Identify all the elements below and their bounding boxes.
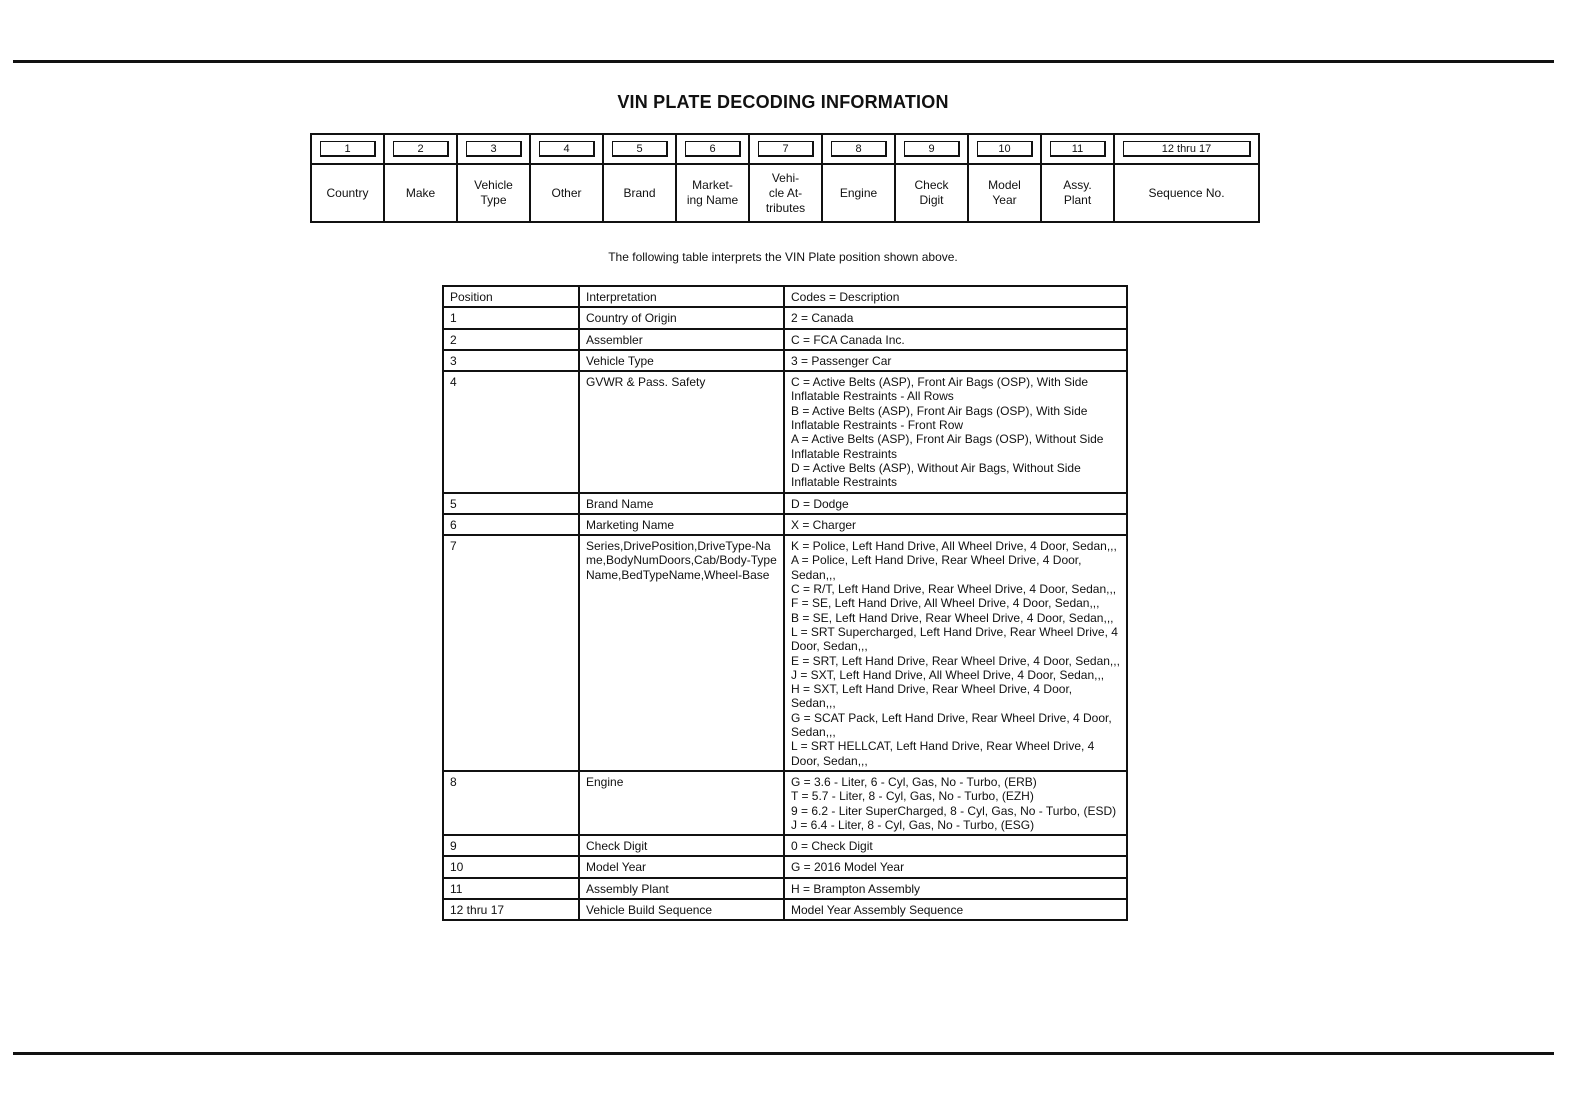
code-description: H = SXT, Left Hand Drive, Rear Wheel Drive, 4 Door, Sedan,,, [791,682,1073,711]
row-position: 10 [443,856,579,877]
vin-position-label-line: Other [551,185,582,200]
code-description: B = SE, Left Hand Drive, Rear Wheel Drive, 4 Door, Sedan,,, [791,610,1114,625]
row-interpretation: Country of Origin [579,307,784,328]
row-codes [784,329,1127,350]
header-codes: Codes = Description [784,286,1127,307]
row-position: 3 [443,350,579,371]
vin-position-label-line: Engine [839,185,878,200]
code-description: L = SRT HELLCAT, Left Hand Drive, Rear Wheel Drive, 4 Door, Sedan,,, [791,739,1095,768]
vin-position-number-cell [311,134,384,164]
vin-position-number-cell [384,134,457,164]
code-description: 2 = Canada [791,311,854,326]
vin-position-label [676,164,749,222]
row-interpretation: Series,DrivePosition,DriveType-Name,BodyNumDoors,Cab/Body-TypeName,BedTypeName,Wheel-Base [579,535,784,771]
row-position: 4 [443,371,579,492]
table-row [443,350,1127,371]
table-row [443,514,1127,535]
vin-position-number: 2 [393,141,449,157]
code-description: D = Active Belts (ASP), Without Air Bags, Without Side Inflatable Restraints [791,460,1081,490]
row-interpretation: Model Year [579,856,784,877]
row-position: 2 [443,329,579,350]
code-description: J = SXT, Left Hand Drive, All Wheel Drive, 4 Door, Sedan,,, [791,667,1105,682]
vin-position-label [968,164,1041,222]
vin-position-label [822,164,895,222]
code-description: C = R/T, Left Hand Drive, Rear Wheel Drive, 4 Door, Sedan,,, [791,582,1117,597]
vin-position-label-line: ing Name [686,193,739,207]
code-description: F = SE, Left Hand Drive, All Wheel Drive, 4 Door, Sedan,,, [791,596,1100,611]
code-description: H = Brampton Assembly [791,881,921,896]
code-description: D = Dodge [791,496,849,511]
row-codes [784,835,1127,856]
table-row [443,856,1127,877]
code-description: C = FCA Canada Inc. [791,332,905,347]
vin-position-number-cell [968,134,1041,164]
vin-position-label-line: Plant [1063,193,1092,207]
vin-position-label-line: Type [480,193,507,207]
vin-position-label [384,164,457,222]
vin-position-label-line: Assy. [1063,178,1092,192]
table-row [443,535,1127,771]
code-description: X = Charger [791,517,857,532]
code-description: C = Active Belts (ASP), Front Air Bags (OSP), With Side Inflatable Restraints - All Rows [791,375,1089,404]
vin-position-label-line: Brand [623,185,656,200]
vin-position-number: 11 [1050,141,1106,157]
row-interpretation: Check Digit [579,835,784,856]
vin-position-label [457,164,530,222]
vin-position-number: 9 [904,141,960,157]
vin-position-number: 1 [320,141,376,157]
vin-position-number-cell [676,134,749,164]
vin-position-label-line: tributes [765,200,806,215]
vin-position-number-cell [895,134,968,164]
vin-position-label-line: Vehi- [771,170,800,185]
table-row [443,493,1127,514]
table-row [443,899,1127,920]
table-row [443,329,1127,350]
vin-position-number: 4 [539,141,595,157]
vin-position-label [311,164,384,222]
row-codes [784,535,1127,771]
row-position: 5 [443,493,579,514]
vin-position-number: 10 [977,141,1033,157]
table-row [443,771,1127,835]
code-description: G = SCAT Pack, Left Hand Drive, Rear Wheel Drive, 4 Door, Sedan,,, [791,710,1112,740]
vin-position-label-line: Country [326,185,369,200]
vin-position-strip [310,133,1260,223]
row-codes [784,878,1127,899]
vin-position-number: 3 [466,141,522,157]
code-description: T = 5.7 - Liter, 8 - Cyl, Gas, No - Turbo, (EZH) [791,789,1034,804]
row-interpretation: Brand Name [579,493,784,514]
row-interpretation: Assembler [579,329,784,350]
table-row [443,307,1127,328]
row-interpretation: Assembly Plant [579,878,784,899]
vin-position-label [603,164,676,222]
code-description: B = Active Belts (ASP), Front Air Bags (OSP), With Side Inflatable Restraints - Front Row [791,403,1088,433]
row-position: 8 [443,771,579,835]
vin-position-label-line: Vehicle [474,178,513,192]
table-row [443,371,1127,492]
code-description: 0 = Check Digit [791,839,873,854]
code-description: G = 2016 Model Year [791,860,905,875]
table-header-row [443,286,1127,307]
code-description: J = 6.4 - Liter, 8 - Cyl, Gas, No - Turbo, (ESG) [791,817,1035,832]
vin-position-label [895,164,968,222]
table-row [443,835,1127,856]
vin-position-label-line: Sequence No. [1148,185,1225,200]
vin-position-label [1114,164,1259,222]
code-description: 9 = 6.2 - Liter SuperCharged, 8 - Cyl, Gas, No - Turbo, (ESD) [791,803,1117,818]
header-interpretation: Interpretation [579,286,784,307]
vin-position-number: 5 [612,141,668,157]
vin-position-label-line: cle At- [768,185,803,200]
vin-position-label-line: Year [992,193,1017,207]
code-description: L = SRT Supercharged, Left Hand Drive, Rear Wheel Drive, 4 Door, Sedan,,, [791,624,1118,654]
row-codes [784,899,1127,920]
code-description: A = Active Belts (ASP), Front Air Bags (OSP), Without Side Inflatable Restraints [791,432,1104,461]
vin-position-number-cell [530,134,603,164]
row-codes [784,856,1127,877]
row-codes [784,493,1127,514]
row-position: 6 [443,514,579,535]
vin-position-number: 8 [831,141,887,157]
vin-position-label-line: Make [405,185,436,200]
code-description: K = Police, Left Hand Drive, All Wheel Drive, 4 Door, Sedan,,, [791,539,1117,554]
bottom-rule [13,1052,1554,1055]
row-codes [784,514,1127,535]
vin-position-number-cell [1041,134,1114,164]
top-rule [13,60,1554,63]
row-position: 12 thru 17 [443,899,579,920]
code-description: 3 = Passenger Car [791,353,892,368]
vin-interpretation-table [442,285,1128,921]
row-position: 7 [443,535,579,771]
vin-position-number: 6 [685,141,741,157]
vin-position-number-cell [603,134,676,164]
table-row [443,878,1127,899]
code-description: G = 3.6 - Liter, 6 - Cyl, Gas, No - Turbo, (ERB) [791,774,1037,789]
table-caption: The following table interprets the VIN Plate position shown above. [608,250,958,264]
vin-position-number: 12 thru 17 [1123,141,1251,157]
row-codes [784,307,1127,328]
vin-position-label-line: Digit [919,193,944,207]
row-interpretation: Engine [579,771,784,835]
vin-position-label-line: Check [914,178,949,192]
row-interpretation: Vehicle Build Sequence [579,899,784,920]
row-interpretation: GVWR & Pass. Safety [579,371,784,492]
code-description: A = Police, Left Hand Drive, Rear Wheel Drive, 4 Door, Sedan,,, [791,553,1082,582]
row-codes [784,371,1127,492]
code-description: E = SRT, Left Hand Drive, Rear Wheel Drive, 4 Door, Sedan,,, [791,653,1120,668]
row-position: 11 [443,878,579,899]
row-codes [784,771,1127,835]
vin-position-number: 7 [758,141,814,157]
page-title: VIN PLATE DECODING INFORMATION [617,92,949,112]
vin-position-label [749,164,822,222]
vin-position-label-line: Model [988,178,1021,192]
vin-position-number-cell [749,134,822,164]
vin-position-label [530,164,603,222]
row-codes [784,350,1127,371]
row-position: 9 [443,835,579,856]
row-interpretation: Vehicle Type [579,350,784,371]
vin-position-number-cell [822,134,895,164]
header-position: Position [443,286,579,307]
vin-position-label [1041,164,1114,222]
code-description: Model Year Assembly Sequence [791,902,964,917]
vin-position-label-line: Market- [692,178,733,192]
vin-position-number-cell [457,134,530,164]
row-position: 1 [443,307,579,328]
row-interpretation: Marketing Name [579,514,784,535]
vin-position-number-cell [1114,134,1259,164]
